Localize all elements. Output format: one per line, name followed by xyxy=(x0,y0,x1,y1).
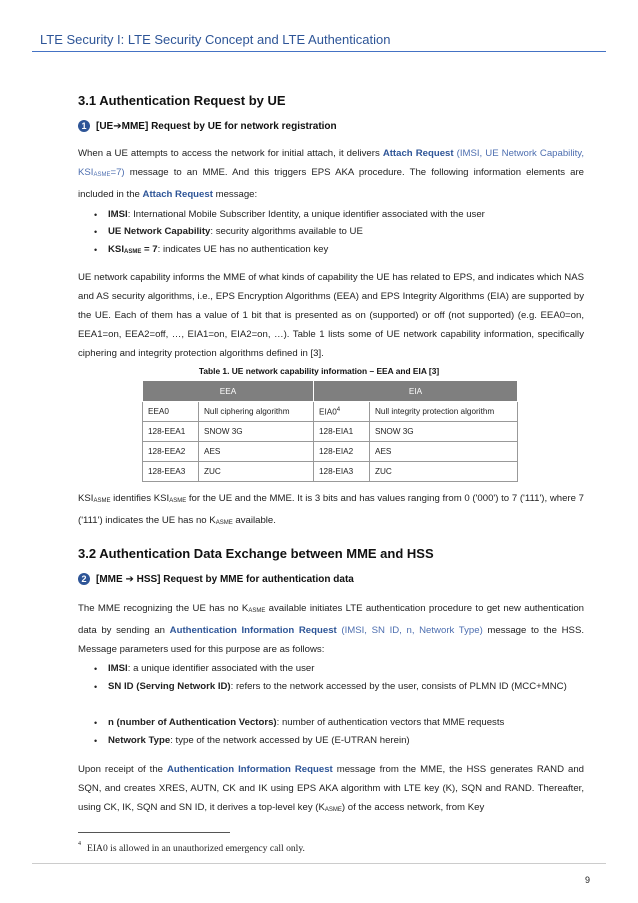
bullet-imsi-2: • IMSI: a unique identifier associated with the user xyxy=(108,660,584,678)
arrow-right-icon: ➔ xyxy=(113,120,122,132)
table-header-eia: EIA xyxy=(314,381,518,402)
table-header-eea: EEA xyxy=(143,381,314,402)
paragraph-auth-info-request: The MME recognizing the UE has no $K_{ASME}$ available initiates LTE authentication procedure to get new authentication data by sending an Authentication Information Request (IMSI, SN ID, n, Network Type) message to the HSS. Message parameters used for this purpose are as follows: xyxy=(78,603,585,655)
section-3-2-heading: 3.2 Authentication Data Exchange between MME and HSS xyxy=(78,546,434,561)
bullet-ue-network-capability: • UE Network Capability: security algorithms available to UE xyxy=(108,223,584,241)
paragraph-ksi: $KSI_{ASME}$ identifies $KSI_{ASME}$ for the UE and the MME. It is 3 bits and has values ranging from 0 ('000') to 7 ('111'), where 7 ('111') indicates the UE has no $K_{ASME}$ available. xyxy=(78,493,584,526)
footnote-rule xyxy=(78,832,230,833)
step-2-text: [MME ➔ HSS] Request by MME for authentication data xyxy=(96,573,354,585)
table-row: 128-EEA1 SNOW 3G 128-EIA1 SNOW 3G xyxy=(143,422,518,442)
step-1-number-icon: 1 xyxy=(78,120,90,132)
page-number: 9 xyxy=(584,875,590,885)
paragraph-network-capability: UE network capability informs the MME of what kinds of capability the UE has related to EPS, and indicates which NAS and AS security algorithms, i.e., EPS Encryption Algorithms (EEA) and EPS Integrity Algorithms (EIA) are supported by the UE. Each of them has a value of 1 bit that is presented as on (supported) or off (not supported) (e.g. EEA0=on, EEA1=on, EEA2=off, …, EIA1=on, EIA2=on, …). Table 1 lists some of UE network capability information, specifically ciphering and integrity protection algorithms defined in [3]. xyxy=(78,272,584,359)
step-2-number-icon: 2 xyxy=(78,573,90,585)
bullet-ksi: • $KSI_{ASME} = 7$: indicates UE has no authentication key xyxy=(108,241,584,261)
step-1-text-a: [UE xyxy=(96,120,114,132)
table-row: 128-EEA3 ZUC 128-EIA3 ZUC xyxy=(143,462,518,482)
header-rule xyxy=(32,51,606,52)
paragraph-attach-request: When a UE attempts to access the network for initial attach, it delivers Attach Request (IMSI, UE Network Capability, $KSI_{ASME}=7$) message to an MME. And this triggers EPS AKA procedure. The following information elements are included in the Attach Request message: xyxy=(78,148,584,200)
table-row: EEA0 Null ciphering algorithm $EIA0^4$ Null integrity protection algorithm xyxy=(143,402,518,422)
bullet-imsi: • IMSI: International Mobile Subscriber Identity, a unique identifier associated with the user xyxy=(108,206,584,224)
bullet-sn-id: • SN ID (Serving Network ID): refers to the network accessed by the user, consists of PLMN ID (MCC+MNC) xyxy=(108,678,584,696)
table-1-caption: Table 1. UE network capability information – EEA and EIA [3] xyxy=(198,366,440,376)
footer-rule xyxy=(32,863,606,864)
step-1 xyxy=(78,120,337,132)
bullet-network-type: • Network Type: type of the network accessed by UE (E-UTRAN herein) xyxy=(108,732,584,750)
attach-request-term: Attach Request xyxy=(382,148,454,159)
step-1-text-b: MME] Request by UE for network registration xyxy=(121,120,337,132)
footnote: $^4$ EIA0 is allowed in an unauthorized emergency call only. xyxy=(78,841,305,854)
paragraph-hss-generation: Upon receipt of the Authentication Information Request message from the MME, the HSS generates RAND and SQN, and creates XRES, AUTN, CK and IK using EPS AKA algorithm with LTE key (K), SQN and RAND. Thereafter, using CK, IK, SQN and SN ID, it derives a top-level key $(K_{ASME})$ of the access network, from Key xyxy=(78,764,584,813)
table-row: 128-EEA2 AES 128-EIA2 AES xyxy=(143,442,518,462)
document-header-title: LTE Security I: LTE Security Concept and LTE Authentication xyxy=(40,32,391,47)
step-2 xyxy=(78,573,354,585)
section-3-1-heading: 3.1 Authentication Request by UE xyxy=(78,93,286,108)
bullet-n-vectors: • n (number of Authentication Vectors): number of authentication vectors that MME requests xyxy=(108,714,584,732)
network-capability-table xyxy=(142,380,518,482)
auth-info-request-term: Authentication Information Request xyxy=(169,625,337,636)
footnote-marker: 4 xyxy=(336,406,341,413)
